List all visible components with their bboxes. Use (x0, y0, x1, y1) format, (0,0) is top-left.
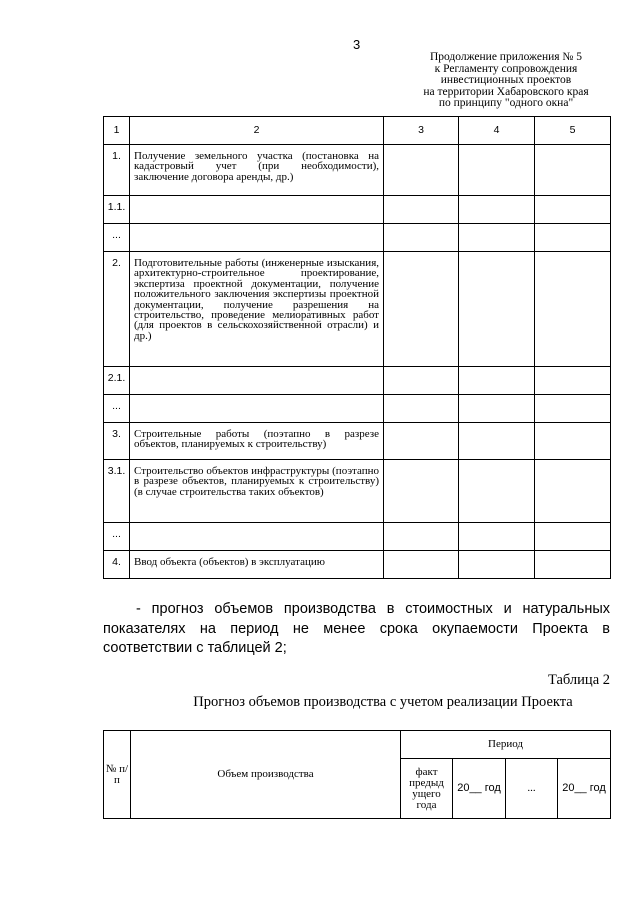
table-header-row (104, 731, 611, 759)
table-row (104, 523, 611, 551)
row-text: Ввод объекта (объектов) в эксплуатацию (130, 551, 384, 579)
table-row (104, 252, 611, 367)
appendix-line: по принципу "одного окна" (438, 97, 574, 109)
stages-table (103, 116, 611, 579)
table-title: Прогноз объемов производства с учетом реализации Проекта (193, 694, 573, 710)
col-volume-header: Объем производства (131, 731, 401, 819)
row-number: 2.1. (104, 367, 130, 395)
row-number: ... (104, 523, 130, 551)
row-text (130, 395, 384, 423)
row-text (130, 367, 384, 395)
row-text (130, 523, 384, 551)
sub-year1-header: 20__ год (453, 759, 506, 819)
appendix-line: Продолжение приложения № 5 (429, 51, 583, 63)
col-number-header: № п/п (104, 731, 131, 819)
table-row (104, 395, 611, 423)
sub-fact-header: факт предыд ущего года (401, 759, 453, 819)
row-text (130, 224, 384, 252)
header-cell: 1 (104, 117, 130, 145)
row-text: Получение земельного участка (постановка на кадастровый учет (при необходимости), заключение договора аренды, др.) (130, 145, 384, 196)
row-number: 3. (104, 423, 130, 460)
table-header-row (104, 117, 611, 145)
table-row (104, 460, 611, 523)
table-row (104, 423, 611, 460)
table-label: Таблица 2 (547, 672, 610, 688)
table-row (104, 196, 611, 224)
sub-year2-header: 20__ год (558, 759, 611, 819)
header-cell: 5 (535, 117, 611, 145)
table-row (104, 551, 611, 579)
appendix-header (408, 52, 604, 110)
header-cell: 3 (384, 117, 459, 145)
table-row (104, 224, 611, 252)
row-number: 1.1. (104, 196, 130, 224)
header-cell: 2 (130, 117, 384, 145)
row-number: 3.1. (104, 460, 130, 523)
row-number: ... (104, 224, 130, 252)
row-number: 2. (104, 252, 130, 367)
row-number: 4. (104, 551, 130, 579)
production-forecast-table (103, 730, 611, 819)
col-period-header: Период (401, 731, 611, 759)
row-number: ... (104, 395, 130, 423)
appendix-line: к Регламенту сопровождения (434, 62, 578, 75)
page-number: 3 (353, 37, 361, 52)
header-cell: 4 (459, 117, 535, 145)
table-row (104, 367, 611, 395)
sub-dots-header: ... (506, 759, 558, 819)
forecast-paragraph: - прогноз объемов производства в стоимостных и натуральных показателях на период не менее срока окупаемости Проекта в соответствии с таблицей 2; (103, 601, 610, 656)
row-text: Строительство объектов инфраструктуры (поэтапно в разрезе объектов, планируемых к строительству) (в случае строительства таких объектов) (130, 460, 384, 523)
row-number: 1. (104, 145, 130, 196)
appendix-line: инвестиционных проектов (440, 74, 572, 86)
row-text: Подготовительные работы (инженерные изыскания, архитектурно-строительное проектирование, экспертиза проектной документации, получение положительного заключения экспертизы проектной документации, получение разрешения на строительство, проведение мелиоративных работ (для проектов в сельскохозяйственной отрасли) и др.) (130, 252, 384, 367)
row-text (130, 196, 384, 224)
appendix-line: на территории Хабаровского края (423, 85, 589, 98)
table-row (104, 145, 611, 196)
row-text: Строительные работы (поэтапно в разрезе объектов, планируемых к строительству) (130, 423, 384, 460)
